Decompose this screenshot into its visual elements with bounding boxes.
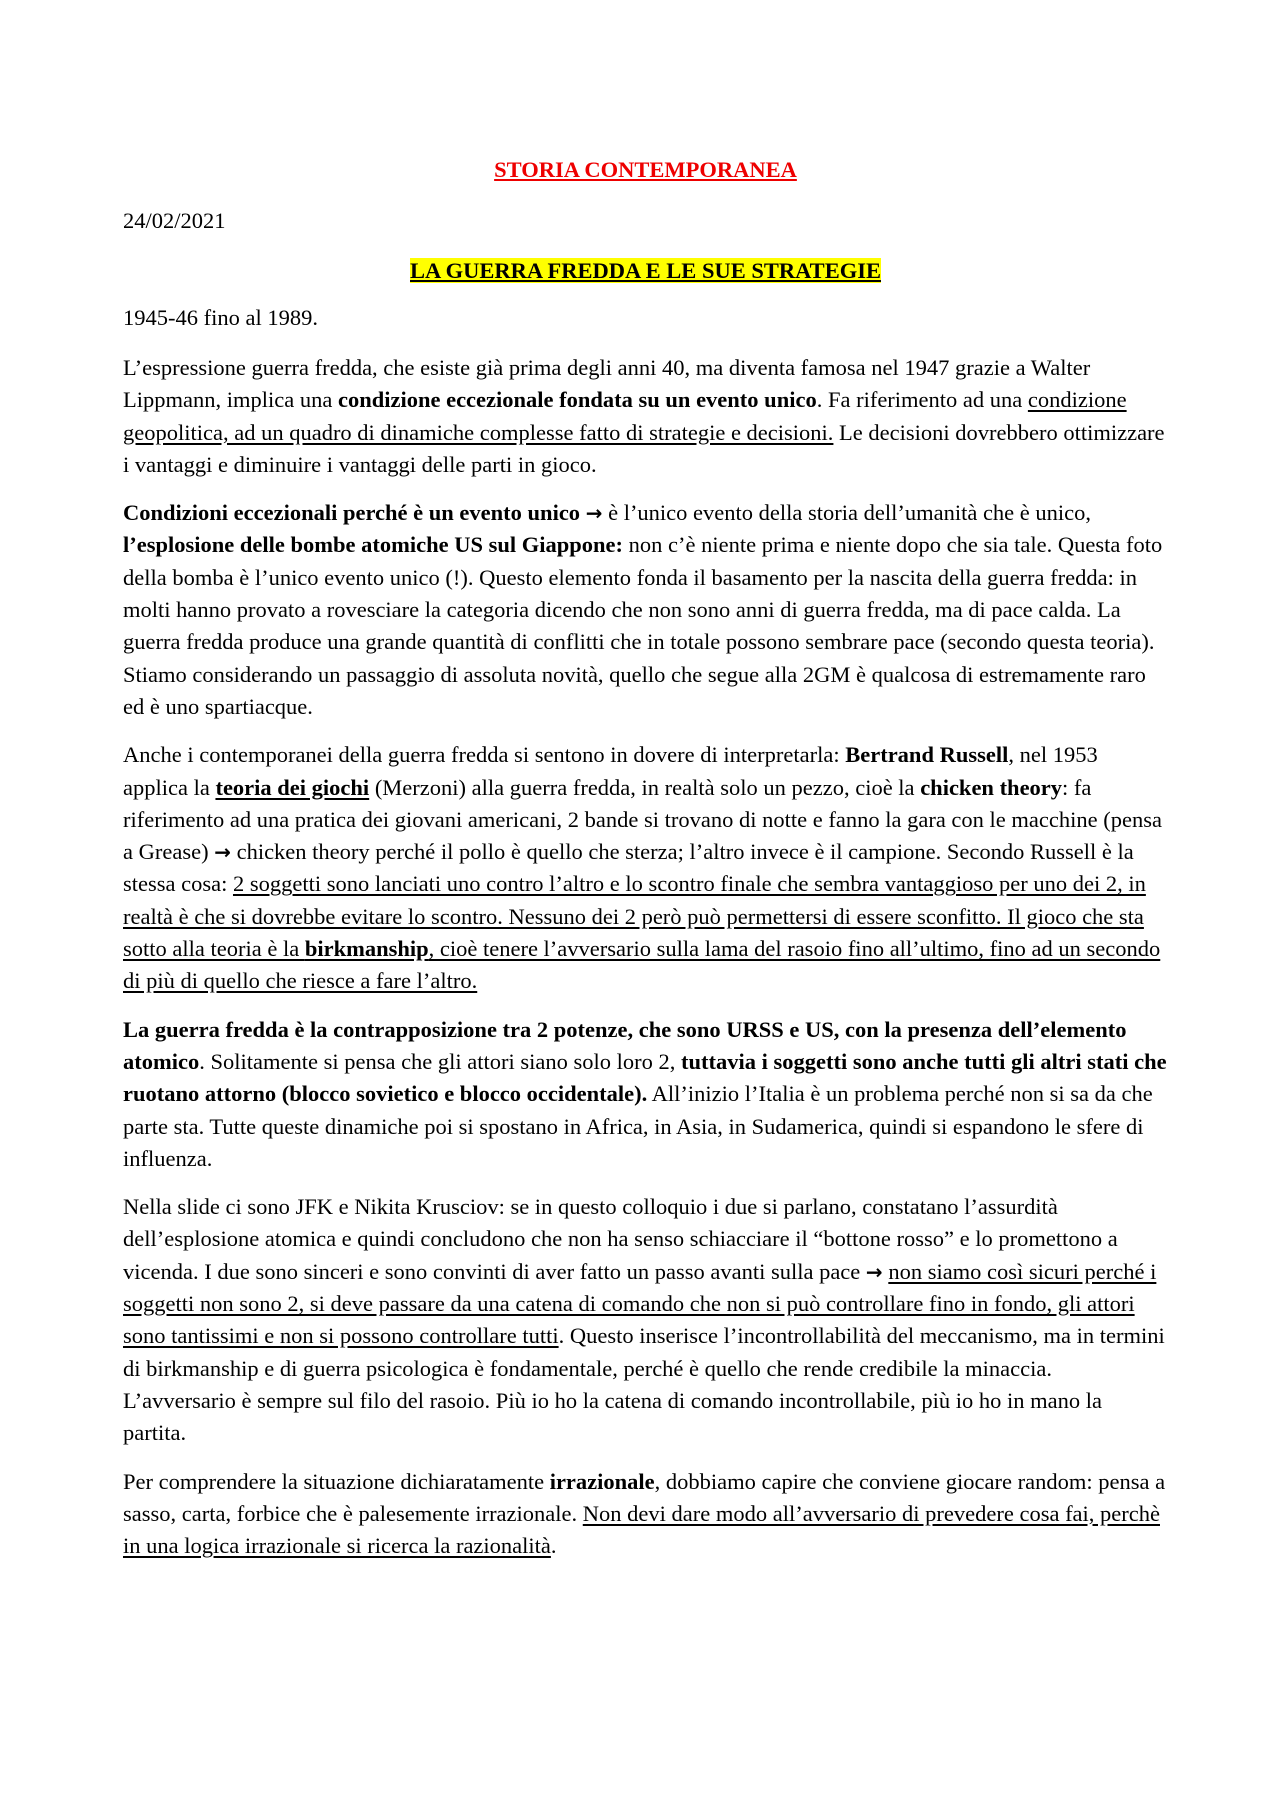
document-title-line [123, 154, 1168, 186]
right-arrow-icon: → [214, 840, 231, 865]
section-heading: LA GUERRA FREDDA E LE SUE STRATEGIE [410, 258, 881, 283]
paragraph-1: L’espressione guerra fredda, che esiste già prima degli anni 40, ma diventa famosa nel 1947 grazie a Walter Lippmann, implica una condizione eccezionale fondata su un evento unico. Fa riferimento ad una condizione geopolitica, ad un quadro di dinamiche complesse fatto di strategie e decisioni. Le decisioni dovrebbero ottimizzare i vantaggi e diminuire i vantaggi delle parti in gioco. [123, 355, 1165, 477]
document-title: STORIA CONTEMPORANEA [494, 157, 797, 182]
period-line: 1945-46 fino al 1989. [123, 305, 318, 330]
date: 24/02/2021 [123, 208, 226, 233]
paragraph-4: La guerra fredda è la contrapposizione tra 2 potenze, che sono URSS e US, con la presenza dell’elemento atomico. Solitamente si pensa che gli attori siano solo loro 2, tuttavia i soggetti sono anche tutti gli altri stati che ruotano attorno (blocco sovietico e blocco occidentale). All’inizio l’Italia è un problema perché non si sa da che parte sta. Tutte queste dinamiche poi si spostano in Africa, in Asia, in Sudamerica, quindi si espandono le sfere di influenza. [123, 1016, 1167, 1171]
right-arrow-icon: → [865, 1259, 883, 1284]
paragraph-3: Anche i contemporanei della guerra fredda si sentono in dovere di interpretarla: Bertrand Russell, nel 1953 applica la teoria dei giochi (Merzoni) alla guerra fredda, in realtà solo un pezzo, cioè la chicken theory: fa riferimento ad una pratica dei giovani americani, 2 bande si trovano di notte e fanno la gara con le macchine (pensa a Grease) → chicken theory perché il pollo è quello che sterza; l’altro invece è il campione. Secondo Russell è la stessa cosa: 2 soggetti sono lanciati uno contro l’altro e lo scontro finale che sembra vantaggioso per uno dei 2, in realtà è che si dovrebbe evitare lo scontro. Nessuno dei 2 però può permettersi di essere sconfitto. Il gioco che sta sotto alla teoria è la birkmanship, cioè tenere l’avversario sulla lama del rasoio fino all’ultimo, fino ad un secondo di più di quello che riesce a fare l’altro. [123, 742, 1162, 994]
paragraph-5: Nella slide ci sono JFK e Nikita Krusciov: se in questo colloquio i due si parlano, constatano l’assurdità dell’esplosione atomica e quindi concludono che non ha senso schiacciare il “bottone rosso” e lo promettono a vicenda. I due sono sinceri e sono convinti di aver fatto un passo avanti sulla pace → non siamo così sicuri perché i soggetti non sono 2, si deve passare da una catena di comando che non si può controllare fino in fondo, gli attori sono tantissimi e non si possono controllare tutti. Questo inserisce l’incontrollabilità del meccanismo, ma in termini di birkmanship e di guerra psicologica è fondamentale, perché è quello che rende credibile la minaccia. L’avversario è sempre sul filo del rasoio. Più io ho la catena di comando incontrollabile, più io ho in mano la partita. [123, 1194, 1165, 1446]
paragraph-6: Per comprendere la situazione dichiaratamente irrazionale, dobbiamo capire che conviene giocare random: pensa a sasso, carta, forbice che è palesemente irrazionale. Non devi dare modo all’avversario di prevedere cosa fai, perchè in una logica irrazionale si ricerca la razionalità. [123, 1468, 1166, 1559]
body-text [123, 352, 1168, 1578]
paragraph-2: Condizioni eccezionali perché è un evento unico → è l’unico evento della storia dell’umanità che è unico, l’esplosione delle bombe atomiche US sul Giappone: non c’è niente prima e niente dopo che sia tale. Questa foto della bomba è l’unico evento unico (!). Questo elemento fonda il basamento per la nascita della guerra fredda: in molti hanno provato a rovesciare la categoria dicendo che non sono anni di guerra fredda, ma di pace calda. La guerra fredda produce una grande quantità di conflitti che in totale possono sembrare pace (secondo questa teoria). Stiamo considerando un passaggio di assoluta novità, quello che segue alla 2GM è qualcosa di estremamente raro ed è uno spartiacque. [123, 500, 1163, 719]
right-arrow-icon: → [585, 501, 603, 526]
section-heading-line [123, 255, 1168, 287]
